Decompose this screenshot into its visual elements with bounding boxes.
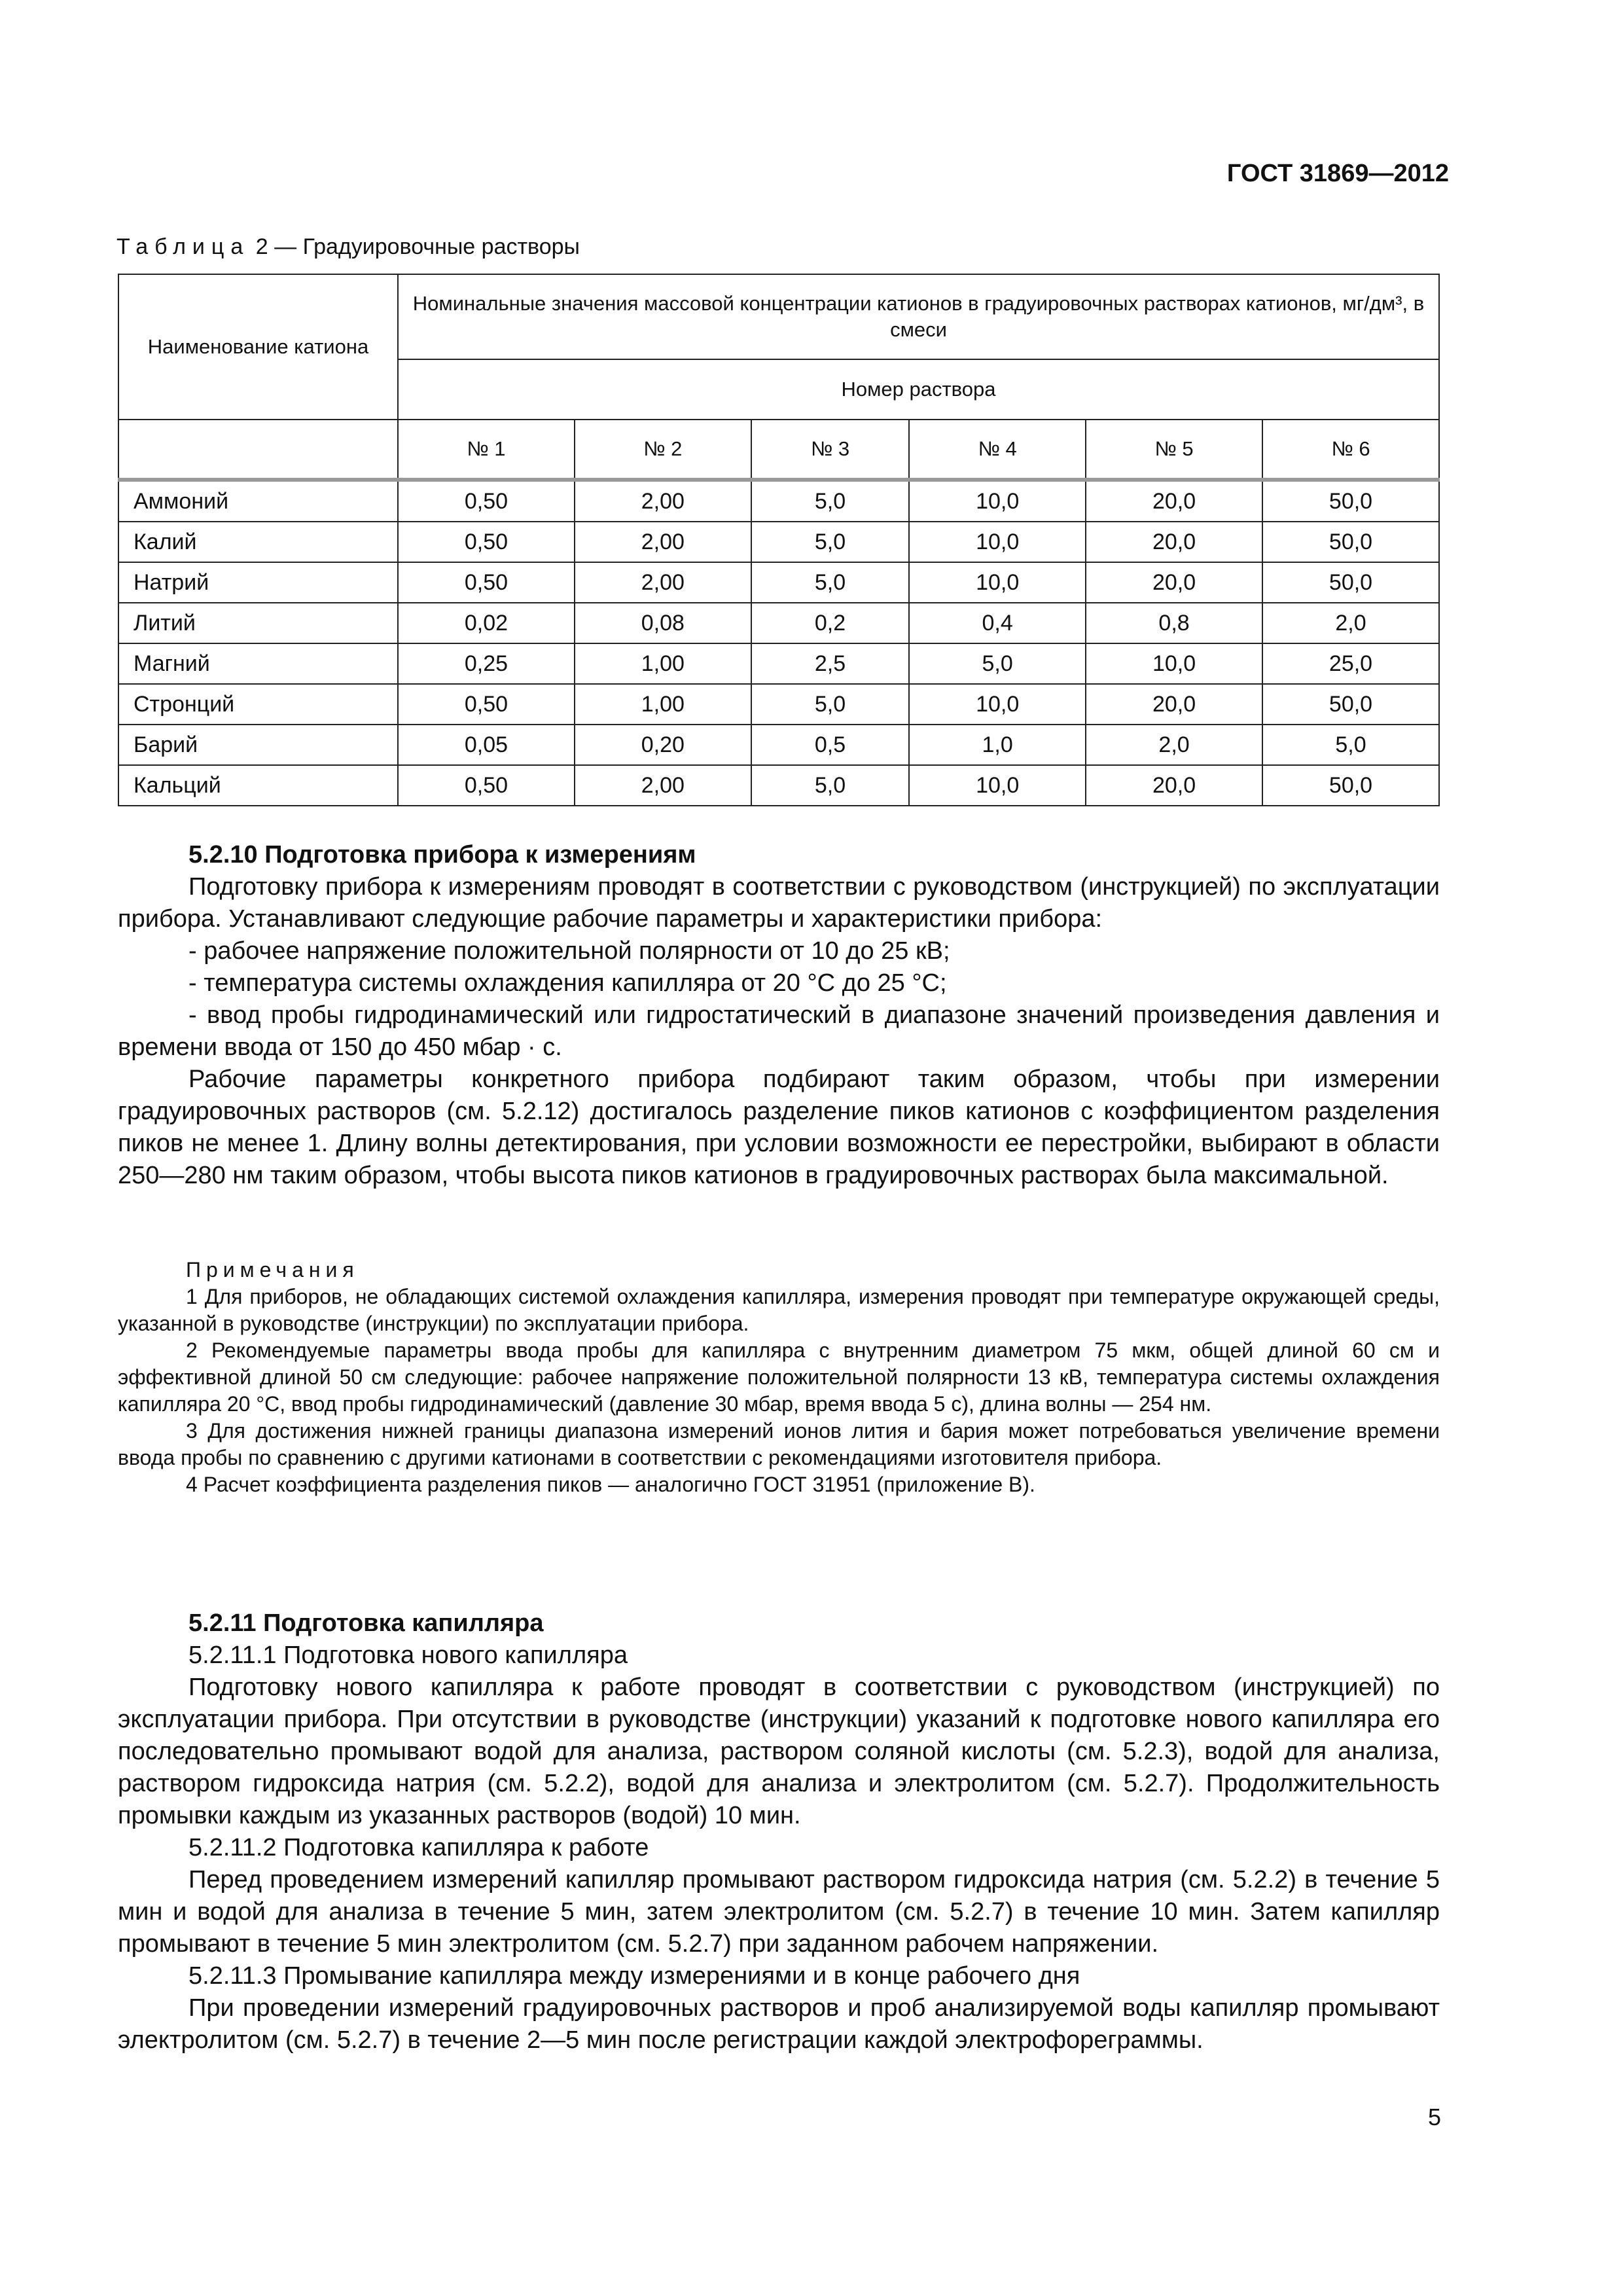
table-row xyxy=(118,603,1439,643)
table-cell: 0,50 xyxy=(398,684,575,725)
table-cell: 0,8 xyxy=(1086,603,1262,643)
note-item: 4 Расчет коэффициента разделения пиков — аналогично ГОСТ 31951 (приложение В). xyxy=(186,1473,1035,1496)
table-cell: 0,50 xyxy=(398,765,575,806)
header-solution-number: Номер раствора xyxy=(398,359,1439,420)
subsection-heading: 5.2.11.2 Подготовка капилляра к работе xyxy=(188,1834,649,1861)
note-item: 1 Для приборов, не обладающих системой охлаждения капилляра, измерения проводят при температуре окружающей среды, указанной в руководстве (инструкции) по эксплуатации прибора. xyxy=(118,1285,1440,1335)
table-cell: 0,25 xyxy=(398,643,575,684)
table-cell: 50,0 xyxy=(1262,522,1439,562)
header-empty-cell xyxy=(118,420,398,480)
table-cell: 1,0 xyxy=(909,725,1086,765)
note-item: 3 Для достижения нижней границы диапазона измерений ионов лития и бария может потребоваться увеличение времени ввода пробы по сравнению с другими катионами в соответствии с рекомендациями изготовителя прибора. xyxy=(118,1419,1440,1469)
cation-name: Литий xyxy=(118,603,398,643)
list-item: - температура системы охлаждения капилляра от 20 °С до 25 °С; xyxy=(188,969,947,997)
column-header: № 5 xyxy=(1086,420,1262,480)
list-item: - рабочее напряжение положительной полярности от 10 до 25 кВ; xyxy=(188,937,950,965)
table-cell: 0,20 xyxy=(575,725,751,765)
section-5-2-11 xyxy=(118,1607,1440,2056)
table-cell: 2,00 xyxy=(575,480,751,522)
cation-name: Стронций xyxy=(118,684,398,725)
cation-name: Калий xyxy=(118,522,398,562)
table-cell: 2,0 xyxy=(1262,603,1439,643)
table-cell: 50,0 xyxy=(1262,684,1439,725)
column-header: № 4 xyxy=(909,420,1086,480)
table-cell: 5,0 xyxy=(751,684,909,725)
calibration-table xyxy=(118,274,1440,806)
table-cell: 2,0 xyxy=(1086,725,1262,765)
column-header: № 2 xyxy=(575,420,751,480)
table-cell: 1,00 xyxy=(575,643,751,684)
table-cell: 20,0 xyxy=(1086,765,1262,806)
section-heading: 5.2.10 Подготовка прибора к измерениям xyxy=(188,841,696,869)
table-cell: 5,0 xyxy=(909,643,1086,684)
note-item: 2 Рекомендуемые параметры ввода пробы для капилляра с внутренним диаметром 75 мкм, общей длиной 60 см и эффективной длиной 50 см следующие: рабочее напряжение положительной полярности 13 кВ, температура системы охлаждения капилляра 20 °С, ввод пробы гидродинамический (давление 30 мбар, время ввода 5 с), длина волны — 254 нм. xyxy=(118,1338,1440,1416)
table-cell: 0,2 xyxy=(751,603,909,643)
column-header: № 1 xyxy=(398,420,575,480)
table-cell: 0,50 xyxy=(398,562,575,603)
section-heading: 5.2.11 Подготовка капилляра xyxy=(188,1609,544,1637)
paragraph: При проведении измерений градуировочных растворов и проб анализируемой воды капилляр промывают электролитом (см. 5.2.7) в течение 2—5 мин после регистрации каждой электрофореграммы. xyxy=(118,1994,1440,2054)
table-cell: 20,0 xyxy=(1086,684,1262,725)
list-item: - ввод пробы гидродинамический или гидростатический в диапазоне значений произведения давления и времени ввода от 150 до 450 мбар · с. xyxy=(118,1001,1440,1061)
table-row xyxy=(118,562,1439,603)
table-cell: 2,00 xyxy=(575,522,751,562)
table-cell: 5,0 xyxy=(751,522,909,562)
table-caption xyxy=(116,234,580,260)
header-columns-row xyxy=(118,420,1439,480)
table-cell: 20,0 xyxy=(1086,480,1262,522)
table-cell: 5,0 xyxy=(751,480,909,522)
table-cell: 0,02 xyxy=(398,603,575,643)
column-header: № 3 xyxy=(751,420,909,480)
table-row xyxy=(118,725,1439,765)
cation-name: Натрий xyxy=(118,562,398,603)
paragraph: Перед проведением измерений капилляр промывают раствором гидроксида натрия (см. 5.2.2) в течение 5 мин и водой для анализа в течение 5 мин, затем электролитом (см. 5.2.7) в течение 10 мин. Затем капилляр промывают в течение 5 мин электролитом (см. 5.2.7) при заданном рабочем напряжении. xyxy=(118,1866,1440,1958)
cation-name: Кальций xyxy=(118,765,398,806)
table-cell: 50,0 xyxy=(1262,562,1439,603)
cation-name: Аммоний xyxy=(118,480,398,522)
page-number: 5 xyxy=(1427,2104,1441,2130)
table-cell: 10,0 xyxy=(1086,643,1262,684)
table-cell: 2,5 xyxy=(751,643,909,684)
column-header: № 6 xyxy=(1262,420,1439,480)
table-cell: 0,08 xyxy=(575,603,751,643)
table-cell: 5,0 xyxy=(751,765,909,806)
table-row xyxy=(118,480,1439,522)
table-cell: 10,0 xyxy=(909,522,1086,562)
table-row xyxy=(118,765,1439,806)
table-cell: 50,0 xyxy=(1262,765,1439,806)
table-cell: 5,0 xyxy=(751,562,909,603)
table-cell: 10,0 xyxy=(909,684,1086,725)
table-cell: 5,0 xyxy=(1262,725,1439,765)
notes-title: Примечания xyxy=(186,1258,359,1282)
table-cell: 25,0 xyxy=(1262,643,1439,684)
table-row xyxy=(118,684,1439,725)
table-cell: 0,5 xyxy=(751,725,909,765)
table-cell: 50,0 xyxy=(1262,480,1439,522)
table-cell: 10,0 xyxy=(909,480,1086,522)
table-cell: 2,00 xyxy=(575,765,751,806)
document-header: ГОСТ 31869—2012 xyxy=(1226,160,1449,187)
table-cell: 0,4 xyxy=(909,603,1086,643)
table-cell: 10,0 xyxy=(909,765,1086,806)
table-cell: 0,50 xyxy=(398,480,575,522)
header-concentration: Номинальные значения массовой концентрации катионов в градуировочных растворах катионов, мг/дм³, в смеси xyxy=(398,274,1439,359)
subsection-heading: 5.2.11.3 Промывание капилляра между измерениями и в конце рабочего дня xyxy=(188,1962,1080,1990)
paragraph: Подготовку прибора к измерениям проводят в соответствии с руководством (инструкцией) по эксплуатации прибора. Устанавливают следующие рабочие параметры и характеристики прибора: xyxy=(118,873,1440,933)
cation-name: Барий xyxy=(118,725,398,765)
table-cell: 20,0 xyxy=(1086,522,1262,562)
table-cell: 2,00 xyxy=(575,562,751,603)
paragraph: Подготовку нового капилляра к работе проводят в соответствии с руководством (инструкцией) по эксплуатации прибора. При отсутствии в руководстве (инструкции) указаний к подготовке нового капилляра его последовательно промывают водой для анализа, раствором соляной кислоты (см. 5.2.3), водой для анализа, раствором гидроксида натрия (см. 5.2.2), водой для анализа и электролитом (см. 5.2.7). Продолжительность промывки каждым из указанных растворов (водой) 10 мин. xyxy=(118,1674,1440,1829)
table-row xyxy=(118,643,1439,684)
table-cell: 0,05 xyxy=(398,725,575,765)
notes-block xyxy=(118,1257,1440,1498)
table-cell: 20,0 xyxy=(1086,562,1262,603)
table-caption-title: 2 — Градуировочные растворы xyxy=(255,234,580,259)
section-5-2-10 xyxy=(118,839,1440,1192)
table-row xyxy=(118,522,1439,562)
table-cell: 0,50 xyxy=(398,522,575,562)
table-caption-label: Таблица xyxy=(116,234,250,259)
table-cell: 10,0 xyxy=(909,562,1086,603)
table-cell: 1,00 xyxy=(575,684,751,725)
cation-name: Магний xyxy=(118,643,398,684)
header-cation-name: Наименование катиона xyxy=(118,274,398,420)
subsection-heading: 5.2.11.1 Подготовка нового капилляра xyxy=(188,1641,628,1669)
paragraph: Рабочие параметры конкретного прибора подбирают таким образом, чтобы при измерении градуировочных растворов (см. 5.2.12) достигалось разделение пиков катионов с коэффициентом разделения пиков не менее 1. Длину волны детектирования, при условии возможности ее перестройки, выбирают в области 250—280 нм таким образом, чтобы высота пиков катионов в градуировочных растворах была максимальной. xyxy=(118,1066,1440,1189)
